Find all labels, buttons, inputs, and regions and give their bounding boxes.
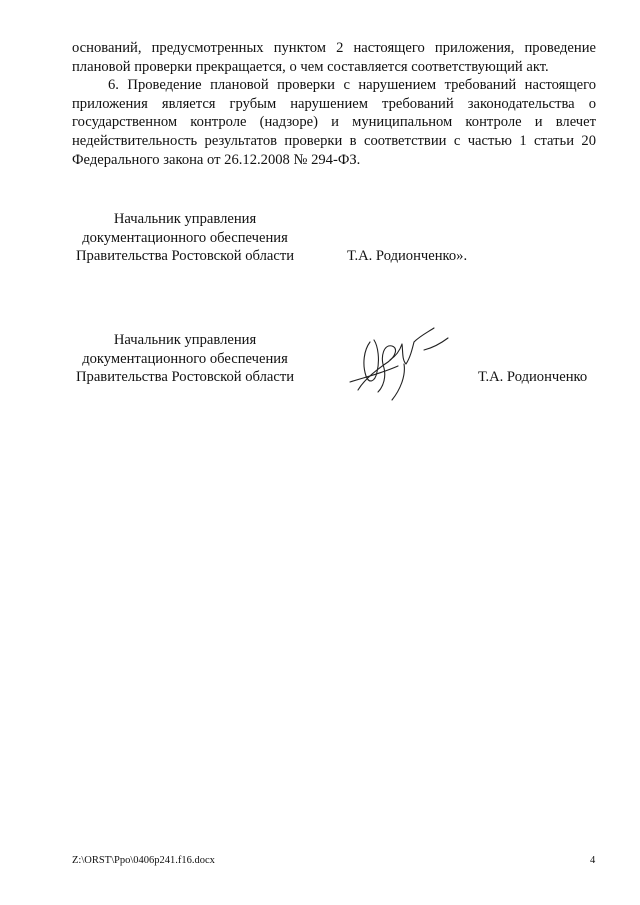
signature-block-1 [60,210,600,270]
signer-position-line: документационного обеспечения [82,229,288,246]
signer-position-line: Начальник управления [113,332,257,348]
signature-block-2 [60,331,600,411]
signer-position [60,331,310,387]
paragraph-continuation: оснований, предусмотренных пунктом 2 настоящего приложения, проведение плановой проверки прекращается, о чем составляется соответствующий акт. [72,40,596,75]
page-number: 4 [590,855,596,866]
signer-name: Т.А. Родионченко». [347,248,468,264]
signer-position-line: Правительства Ростовской области [75,248,295,265]
signer-position-line: Правительства Ростовской области [75,369,295,386]
footer-file-path: Z:\ORST\Ppo\0406p241.f16.docx [72,855,215,866]
signer-position [60,210,310,266]
body-text [72,39,596,169]
signer-name: Т.А. Родионченко [478,369,588,385]
handwritten-signature-icon [340,320,460,410]
signer-position-line: Начальник управления [113,211,257,227]
paragraph-item-6: 6. Проведение плановой проверки с нарушением требований настоящего приложения является грубым нарушением требований законодательства о государственном контроле (надзоре) и муниципальном контроле и влечет недействительность результатов проверки в соответствии с частью 1 статьи 20 Федерального закона от 26.12.2008 № 294-ФЗ. [72,77,596,168]
signer-position-line: документационного обеспечения [82,350,288,367]
